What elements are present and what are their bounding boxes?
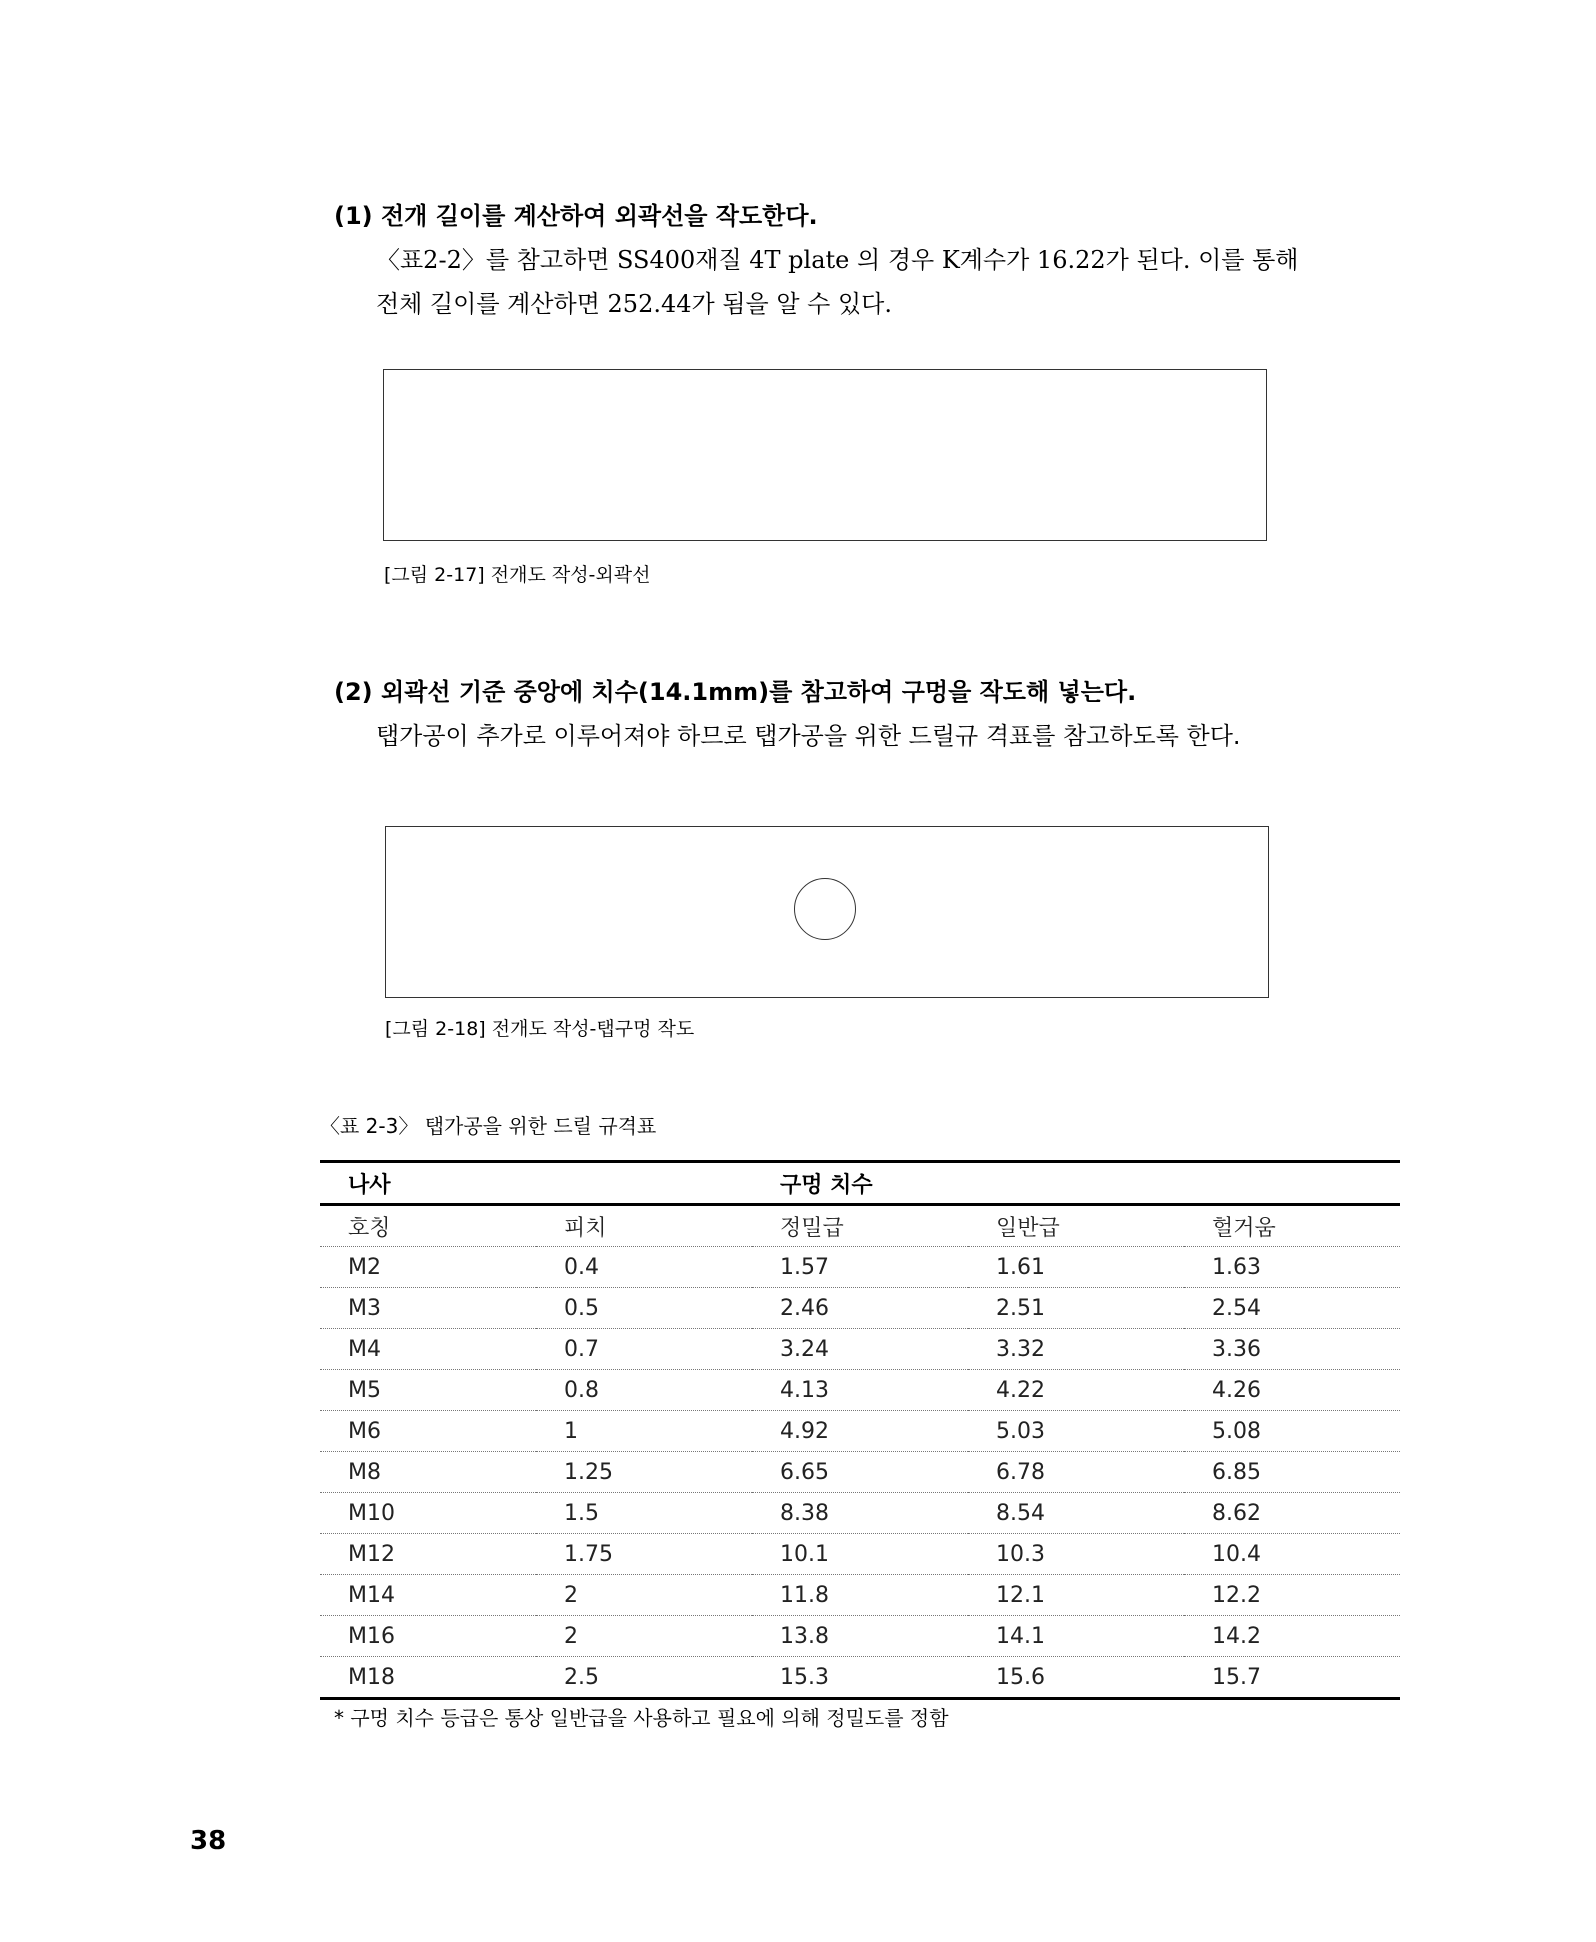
cell: 0.4 — [536, 1247, 752, 1288]
cell: M6 — [320, 1411, 536, 1452]
table-title: 〈표 2-3〉 탭가공을 위한 드릴 규격표 — [320, 1114, 657, 1138]
table-group-header-row — [320, 1162, 1400, 1205]
cell: 5.03 — [968, 1411, 1184, 1452]
cell: 15.3 — [752, 1657, 968, 1699]
cell: 3.36 — [1184, 1329, 1400, 1370]
cell: 4.13 — [752, 1370, 968, 1411]
col-header-normal: 일반급 — [968, 1205, 1184, 1247]
cell: 6.85 — [1184, 1452, 1400, 1493]
cell: 0.7 — [536, 1329, 752, 1370]
cell: 11.8 — [752, 1575, 968, 1616]
tap-hole-circle — [794, 878, 856, 940]
cell: 1.63 — [1184, 1247, 1400, 1288]
table-note: * 구멍 치수 등급은 통상 일반급을 사용하고 필요에 의해 정밀도를 정함 — [334, 1706, 949, 1730]
table-row — [320, 1247, 1400, 1288]
cell: M2 — [320, 1247, 536, 1288]
cell: 2.5 — [536, 1657, 752, 1699]
cell: M4 — [320, 1329, 536, 1370]
table-row — [320, 1452, 1400, 1493]
cell: 4.92 — [752, 1411, 968, 1452]
cell: 6.78 — [968, 1452, 1184, 1493]
cell: 2 — [536, 1575, 752, 1616]
table-row — [320, 1657, 1400, 1699]
table-row — [320, 1370, 1400, 1411]
page-number: 38 — [190, 1826, 227, 1856]
group-header-screw: 나사 — [320, 1162, 536, 1205]
cell: 4.22 — [968, 1370, 1184, 1411]
figure-hole-box — [385, 826, 1269, 998]
cell: 13.8 — [752, 1616, 968, 1657]
cell: 8.38 — [752, 1493, 968, 1534]
figure-outline-box — [383, 369, 1267, 541]
cell: 12.2 — [1184, 1575, 1400, 1616]
table-column-header-row — [320, 1205, 1400, 1247]
section-1-line-1: 〈표2-2〉를 참고하면 SS400재질 4T plate 의 경우 K계수가 16.22가 된다. 이를 통해 — [376, 246, 1299, 274]
cell: 14.2 — [1184, 1616, 1400, 1657]
cell: 15.6 — [968, 1657, 1184, 1699]
section-2-line: 탭가공이 추가로 이루어져야 하므로 탭가공을 위한 드릴규 격표를 참고하도록 한다. — [376, 722, 1241, 750]
figure-2-18-caption: [그림 2-18] 전개도 작성-탭구멍 작도 — [385, 1018, 695, 1040]
group-header-empty — [536, 1162, 752, 1205]
cell: M14 — [320, 1575, 536, 1616]
cell: 10.1 — [752, 1534, 968, 1575]
table-row — [320, 1575, 1400, 1616]
col-header-pitch: 피치 — [536, 1205, 752, 1247]
cell: M5 — [320, 1370, 536, 1411]
cell: 6.65 — [752, 1452, 968, 1493]
cell: 2.54 — [1184, 1288, 1400, 1329]
table-row — [320, 1288, 1400, 1329]
section-1-line-2: 전체 길이를 계산하면 252.44가 됨을 알 수 있다. — [376, 290, 892, 318]
col-header-loose: 헐거움 — [1184, 1205, 1400, 1247]
cell: 0.5 — [536, 1288, 752, 1329]
table-row — [320, 1534, 1400, 1575]
cell: 3.24 — [752, 1329, 968, 1370]
table-row — [320, 1329, 1400, 1370]
cell: 2 — [536, 1616, 752, 1657]
figure-2-17-caption: [그림 2-17] 전개도 작성-외곽선 — [384, 564, 651, 586]
col-header-designation: 호칭 — [320, 1205, 536, 1247]
section-2-heading: (2) 외곽선 기준 중앙에 치수(14.1mm)를 참고하여 구멍을 작도해 넣는다. — [334, 678, 1137, 706]
cell: 0.8 — [536, 1370, 752, 1411]
cell: 1.57 — [752, 1247, 968, 1288]
cell: M10 — [320, 1493, 536, 1534]
cell: 10.4 — [1184, 1534, 1400, 1575]
cell: 10.3 — [968, 1534, 1184, 1575]
cell: 5.08 — [1184, 1411, 1400, 1452]
table-row — [320, 1411, 1400, 1452]
section-1-heading: (1) 전개 길이를 계산하여 외곽선을 작도한다. — [334, 202, 818, 230]
cell: 15.7 — [1184, 1657, 1400, 1699]
cell: M8 — [320, 1452, 536, 1493]
table-row — [320, 1616, 1400, 1657]
cell: 3.32 — [968, 1329, 1184, 1370]
table-row — [320, 1493, 1400, 1534]
cell: M16 — [320, 1616, 536, 1657]
cell: M12 — [320, 1534, 536, 1575]
cell: 1.75 — [536, 1534, 752, 1575]
cell: M3 — [320, 1288, 536, 1329]
group-header-hole-size: 구멍 치수 — [752, 1162, 1400, 1205]
col-header-precision: 정밀급 — [752, 1205, 968, 1247]
cell: 8.54 — [968, 1493, 1184, 1534]
cell: 1.61 — [968, 1247, 1184, 1288]
cell: 4.26 — [1184, 1370, 1400, 1411]
cell: 1 — [536, 1411, 752, 1452]
cell: 2.51 — [968, 1288, 1184, 1329]
cell: 2.46 — [752, 1288, 968, 1329]
cell: 1.5 — [536, 1493, 752, 1534]
cell: 8.62 — [1184, 1493, 1400, 1534]
cell: M18 — [320, 1657, 536, 1699]
cell: 12.1 — [968, 1575, 1184, 1616]
cell: 1.25 — [536, 1452, 752, 1493]
drill-spec-table — [320, 1160, 1400, 1700]
cell: 14.1 — [968, 1616, 1184, 1657]
